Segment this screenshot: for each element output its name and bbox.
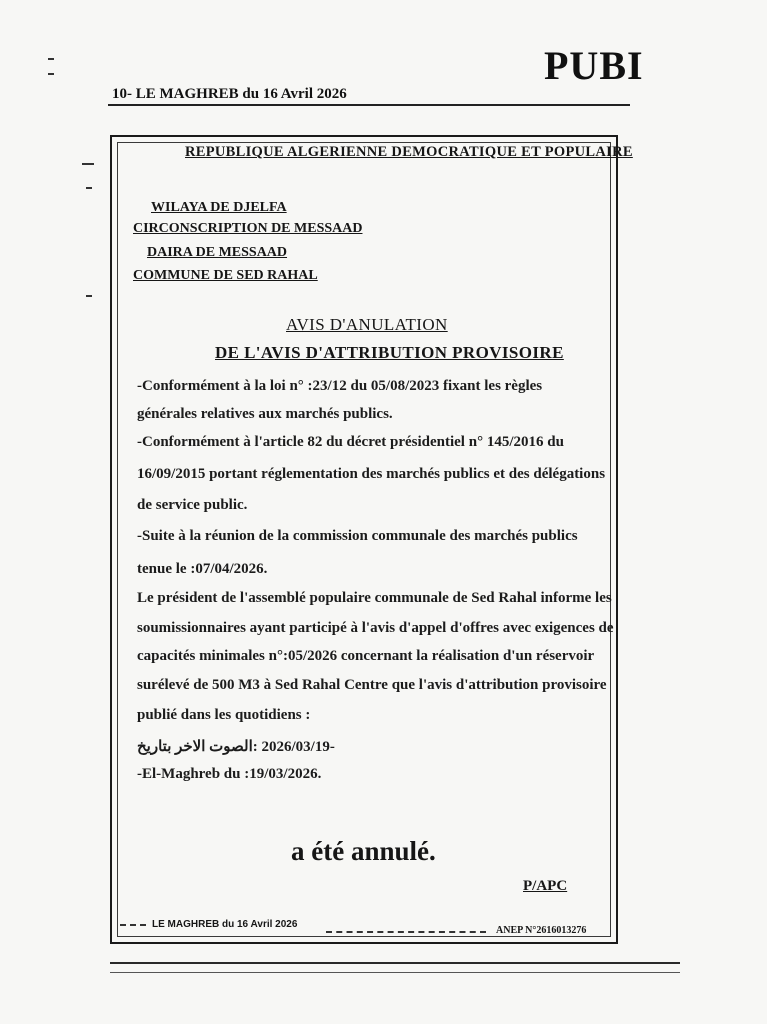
body-line: tenue le :07/04/2026. [137, 561, 268, 577]
section-title: PUBI [544, 43, 644, 88]
notice-title-line1: AVIS D'ANULATION [286, 315, 448, 334]
bottom-rule [110, 962, 680, 964]
admin-commune: COMMUNE DE SED RAHAL [133, 268, 318, 283]
header-rule [108, 104, 630, 106]
footer-paper-name: LE MAGHREB du 16 Avril 2026 [152, 919, 298, 930]
scan-speck [48, 73, 54, 75]
body-line: Le président de l'assemblé populaire communale de Sed Rahal informe les [137, 590, 612, 606]
scan-speck [86, 187, 92, 189]
body-line-arabic-date: -2026/03/19 :الصوت الاخر بتاريخ [137, 739, 335, 755]
admin-circonscription: CIRCONSCRIPTION DE MESSAAD [133, 221, 363, 236]
body-line: capacités minimales n°:05/2026 concernant la réalisation d'un réservoir [137, 648, 595, 664]
cancellation-statement: a été annulé. [291, 836, 436, 866]
body-line: -Conformément à la loi n° :23/12 du 05/08/2023 fixant les règles [137, 378, 543, 394]
scan-speck [86, 295, 92, 297]
issue-line: 10- LE MAGHREB du 16 Avril 2026 [112, 86, 347, 102]
scan-speck [82, 163, 94, 165]
signature: P/APC [523, 878, 568, 894]
republic-heading: REPUBLIQUE ALGERIENNE DEMOCRATIQUE ET POPULAIRE [185, 144, 633, 160]
body-line: publié dans les quotidiens : [137, 707, 311, 723]
body-line: 16/09/2015 portant réglementation des marchés publics et des délégations [137, 466, 606, 482]
admin-daira: DAIRA DE MESSAAD [147, 245, 288, 260]
bottom-rule [110, 972, 680, 973]
notice-title-line2: DE L'AVIS D'ATTRIBUTION PROVISOIRE [215, 343, 564, 362]
footer-dash-rule [326, 931, 486, 933]
body-line: surélevé de 500 M3 à Sed Rahal Centre que l'avis d'attribution provisoire [137, 677, 607, 693]
footer-anep-number: ANEP N°2616013276 [496, 925, 587, 936]
footer-dash-rule [120, 924, 146, 926]
scan-speck [48, 58, 54, 60]
body-line: -Suite à la réunion de la commission communale des marchés publics [137, 528, 578, 544]
body-line: -Conformément à l'article 82 du décret présidentiel n° 145/2016 du [137, 434, 564, 450]
body-line: générales relatives aux marchés publics. [137, 406, 393, 422]
body-line: -El-Maghreb du :19/03/2026. [137, 766, 322, 782]
body-line: soumissionnaires ayant participé à l'avis d'appel d'offres avec exigences de [137, 620, 614, 636]
body-line: de service public. [137, 497, 248, 513]
admin-wilaya: WILAYA DE DJELFA [151, 200, 287, 215]
